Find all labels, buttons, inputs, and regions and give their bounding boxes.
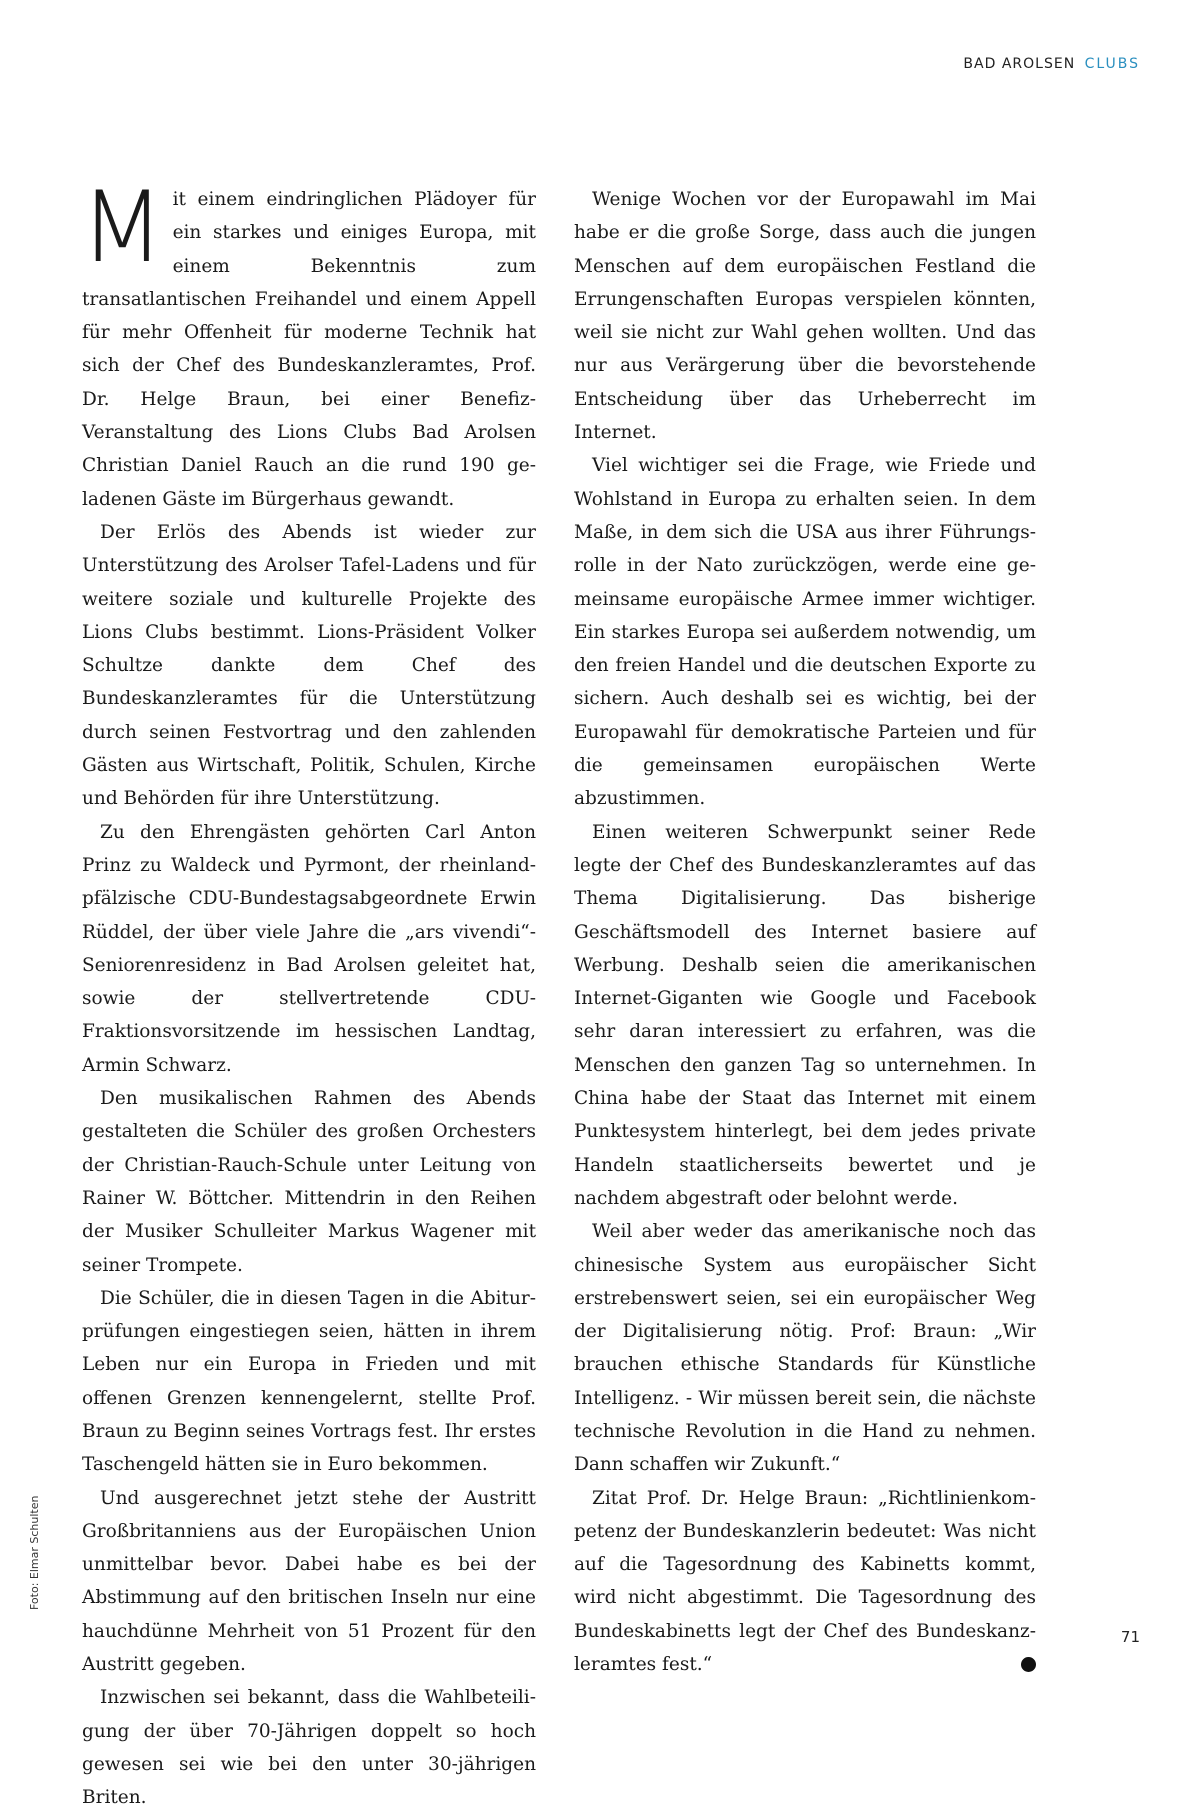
- article-paragraph: Und ausgerechnet jetzt stehe der Austritt Großbritanniens aus der Europäischen Union unmittelbar bevor. Dabei habe es bei der Abstimmung auf den britischen Inseln nur eine hauchdünne Mehrheit von 51 Prozent für den Austritt gegeben.: [82, 1487, 536, 1676]
- article-column-right: [574, 183, 1046, 1681]
- article-paragraph: Die Schüler, die in diesen Tagen in die Abiturprüfungen eingestiegen seien, hätten in ihrem Leben nur ein Europa in Frieden und mit offenen Grenzen kennengelernt, stellte Prof. Braun zu Beginn seines Vortrags fest. Ihr erstes Taschengeld hätten sie in Euro bekommen.: [82, 1287, 536, 1476]
- lions-end-mark-icon: L: [1021, 1657, 1036, 1672]
- article-paragraph: Einen weiteren Schwerpunkt seiner Rede legte der Chef des Bundeskanzleramtes auf das Thema Digitalisierung. Das bisherige Geschäftsmodell des Internet basiere auf Werbung. Deshalb seien die amerikanischen Internet-Giganten wie Google und Facebook sehr daran interessiert zu erfahren, was die Menschen den ganzen Tag so unternehmen. In China habe der Staat das Internet mit einem Punktesystem hinterlegt, bei dem jedes private Handeln staatlicherseits bewertet und je nachdem abgestraft oder belohnt werde.: [574, 821, 1036, 1209]
- article-paragraph: Weil aber weder das amerikanische noch das chinesische System aus europäischer Sicht erstrebenswert seien, sei ein europäischer Weg der Digitalisierung nötig. Prof: Braun: „Wir brauchen ethische Standards für Künstliche Intelligenz. - Wir müssen bereit sein, die nächste technische Revolution in die Hand zu nehmen. Dann schaffen wir Zukunft.“: [574, 1221, 1036, 1476]
- article-paragraph: Viel wichtiger sei die Frage, wie Friede und Wohlstand in Europa zu erhalten seien. In dem Maße, in dem sich die USA aus ihrer Führungsrolle in der Nato zurückzögen, werde eine gemeinsame europäische Armee immer wichtiger. Ein starkes Europa sei außerdem notwendig, um den freien Handel und die deutschen Exporte zu sichern. Auch deshalb sei es wichtig, bei der Europawahl für demokratische Parteien und für die gemeinsamen europäischen Werte abzustimmen.: [574, 455, 1036, 810]
- article-column-left: [80, 171, 536, 1815]
- photo-credit: Foto: Elmar Schulten: [28, 1495, 41, 1610]
- running-head: [963, 56, 1140, 72]
- page-number: 71: [1120, 1628, 1140, 1646]
- article-paragraph: [574, 1482, 1046, 1682]
- paragraph-text: Zitat Prof. Dr. Helge Braun: „Richtlinienkompetenz der Bundeskanzlerin bedeutet: Was nicht auf die Tagesordnung des Kabinetts kommt, wird nicht abgestimmt. Die Tagesordnung des Bundeskabinetts legt der Chef des Bundeskanzleramtes fest.“: [574, 1487, 1036, 1676]
- running-head-location: BAD AROLSEN: [963, 56, 1076, 72]
- running-head-section: CLUBS: [1084, 56, 1140, 72]
- paragraph-text: it einem eindringlichen Plädoyer für ein starkes und einiges Europa, mit einem Bekenntnis zum transatlantischen Freihandel und einem Appell für mehr Offenheit für moderne Technik hat sich der Chef des Bundeskanzleramtes, Prof. Dr. Helge Braun, bei einer Benefiz-Veranstaltung des Lions Clubs Bad Arolsen Christian Daniel Rauch an die rund 190 geladenen Gäste im Bürgerhaus gewandt.: [82, 189, 536, 510]
- article-paragraph: Den musikalischen Rahmen des Abends gestalteten die Schüler des großen Orchesters der Christian-Rauch-Schule unter Leitung von Rainer W. Böttcher. Mittendrin in den Reihen der Musiker Schulleiter Markus Wagener mit seiner Trompete.: [82, 1088, 536, 1276]
- dropcap: M: [80, 171, 165, 285]
- article-paragraph: Der Erlös des Abends ist wieder zur Unterstützung des Arolser Tafel-Ladens und für weitere soziale und kulturelle Projekte des Lions Clubs bestimmt. Lions-Präsident Volker Schultze dankte dem Chef des Bundeskanzleramtes für die Unterstützung durch seinen Festvortrag und den zahlenden Gästen aus Wirtschaft, Politik, Schulen, Kirche und Behörden für ihre Unterstützung.: [82, 521, 536, 810]
- article-paragraph: Wenige Wochen vor der Europawahl im Mai habe er die große Sorge, dass auch die jungen Menschen auf dem europäischen Festland die Errungenschaften Europas verspielen könnten, weil sie nicht zur Wahl gehen wollten. Und das nur aus Verärgerung über die bevorstehende Entscheidung über das Urheberrecht im Internet.: [574, 189, 1036, 444]
- article-paragraph: Inzwischen sei bekannt, dass die Wahlbeteiligung der über 70-Jährigen doppelt so hoch gewesen sei wie bei den unter 30-jährigen Briten.: [82, 1687, 536, 1809]
- article-paragraph: Zu den Ehrengästen gehörten Carl Anton Prinz zu Waldeck und Pyrmont, der rheinland-pfälzische CDU-Bundestagsabgeordnete Erwin Rüddel, der über viele Jahre die „ars vivendi“-Seniorenresidenz in Bad Arolsen geleitet hat, sowie der stellvertretende CDU-Fraktionsvorsitzende im hessischen Landtag, Armin Schwarz.: [82, 821, 536, 1076]
- article-paragraph: [80, 171, 536, 516]
